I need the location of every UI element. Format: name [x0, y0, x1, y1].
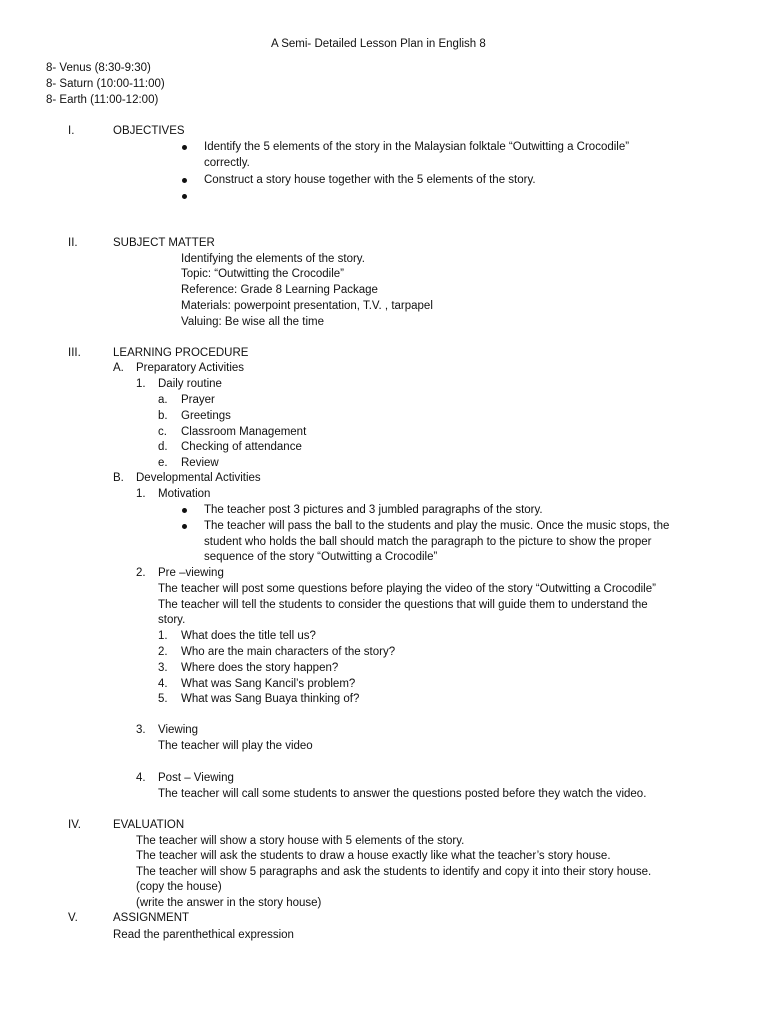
pre-viewing-number: 2. — [136, 567, 146, 579]
subject-valuing: Valuing: Be wise all the time — [181, 316, 324, 328]
evaluation-line: (copy the house) — [136, 881, 222, 893]
post-viewing-heading: Post – Viewing — [158, 772, 234, 784]
assignment-line: Read the parenthethical expression — [113, 929, 294, 941]
objective-item-1: Identify the 5 elements of the story in the Malaysian folktale “Outwitting a Crocodile” — [204, 141, 630, 153]
objective-item-1-cont: correctly. — [204, 157, 250, 169]
question-item: What was Sang Buaya thinking of? — [181, 693, 360, 705]
bullet-icon — [182, 508, 187, 513]
question-number: 3. — [158, 662, 168, 674]
subject-topic: Topic: “Outwitting the Crocodile” — [181, 268, 344, 280]
pre-viewing-line: The teacher will post some questions before playing the video of the story “Outwitting a Crocodile” — [158, 583, 656, 595]
routine-item: Greetings — [181, 410, 231, 422]
motivation-item-1: The teacher post 3 pictures and 3 jumbled paragraphs of the story. — [204, 504, 543, 516]
routine-item: Classroom Management — [181, 426, 307, 438]
pre-viewing-heading: Pre –viewing — [158, 567, 224, 579]
routine-key: e. — [158, 457, 168, 469]
routine-item: Checking of attendance — [181, 441, 302, 453]
subject-line: Identifying the elements of the story. — [181, 253, 365, 265]
routine-item: Review — [181, 457, 219, 469]
question-number: 1. — [158, 630, 168, 642]
objectives-heading: OBJECTIVES — [113, 125, 185, 137]
evaluation-line: The teacher will show a story house with 5 elements of the story. — [136, 835, 465, 847]
routine-key: c. — [158, 426, 167, 438]
routine-key: a. — [158, 394, 168, 406]
objectives-number: I. — [68, 125, 75, 137]
evaluation-line: The teacher will ask the students to draw a house exactly like what the teacher’s story house. — [136, 850, 611, 862]
subject-materials: Materials: powerpoint presentation, T.V. , tarpapel — [181, 300, 433, 312]
question-number: 2. — [158, 646, 168, 658]
question-number: 5. — [158, 693, 168, 705]
routine-key: b. — [158, 410, 168, 422]
routine-key: d. — [158, 441, 168, 453]
routine-item: Prayer — [181, 394, 215, 406]
post-viewing-number: 4. — [136, 772, 146, 784]
preparatory-label: A. — [113, 362, 124, 374]
schedule-saturn: 8- Saturn (10:00-11:00) — [46, 78, 165, 90]
subject-matter-heading: SUBJECT MATTER — [113, 237, 215, 249]
procedure-heading: LEARNING PROCEDURE — [113, 347, 249, 359]
viewing-number: 3. — [136, 724, 146, 736]
motivation-number: 1. — [136, 488, 146, 500]
motivation-item-2-cont: student who holds the ball should match the paragraph to the picture to show the proper — [204, 536, 652, 548]
post-viewing-line: The teacher will call some students to answer the questions posted before they watch the video. — [158, 788, 647, 800]
viewing-heading: Viewing — [158, 724, 199, 736]
evaluation-number: IV. — [68, 819, 82, 831]
motivation-item-2-cont: sequence of the story “Outwitting a Crocodile” — [204, 551, 438, 563]
pre-viewing-line: The teacher will tell the students to consider the questions that will guide them to understand the — [158, 599, 648, 611]
motivation-heading: Motivation — [158, 488, 211, 500]
procedure-number: III. — [68, 347, 81, 359]
developmental-label: B. — [113, 472, 124, 484]
bullet-icon — [182, 145, 187, 150]
bullet-icon — [182, 524, 187, 529]
bullet-icon — [182, 194, 187, 199]
daily-routine-number: 1. — [136, 378, 146, 390]
question-number: 4. — [158, 678, 168, 690]
question-item: What does the title tell us? — [181, 630, 316, 642]
assignment-heading: ASSIGNMENT — [113, 912, 190, 924]
assignment-number: V. — [68, 912, 78, 924]
bullet-icon — [182, 178, 187, 183]
subject-reference: Reference: Grade 8 Learning Package — [181, 284, 378, 296]
schedule-earth: 8- Earth (11:00-12:00) — [46, 94, 159, 106]
schedule-venus: 8- Venus (8:30-9:30) — [46, 62, 151, 74]
question-item: Where does the story happen? — [181, 662, 339, 674]
preparatory-activities: Preparatory Activities — [136, 362, 245, 374]
motivation-item-2: The teacher will pass the ball to the students and play the music. Once the music stops, the — [204, 520, 670, 532]
daily-routine: Daily routine — [158, 378, 222, 390]
objective-item-2: Construct a story house together with the 5 elements of the story. — [204, 174, 536, 186]
viewing-line: The teacher will play the video — [158, 740, 313, 752]
evaluation-line: (write the answer in the story house) — [136, 897, 322, 909]
question-item: Who are the main characters of the story? — [181, 646, 396, 658]
evaluation-line: The teacher will show 5 paragraphs and ask the students to identify and copy it into their story house. — [136, 866, 652, 878]
page-title: A Semi- Detailed Lesson Plan in English 8 — [271, 38, 486, 50]
subject-matter-number: II. — [68, 237, 78, 249]
question-item: What was Sang Kancil’s problem? — [181, 678, 356, 690]
evaluation-heading: EVALUATION — [113, 819, 185, 831]
developmental-activities: Developmental Activities — [136, 472, 261, 484]
pre-viewing-line: story. — [158, 614, 186, 626]
